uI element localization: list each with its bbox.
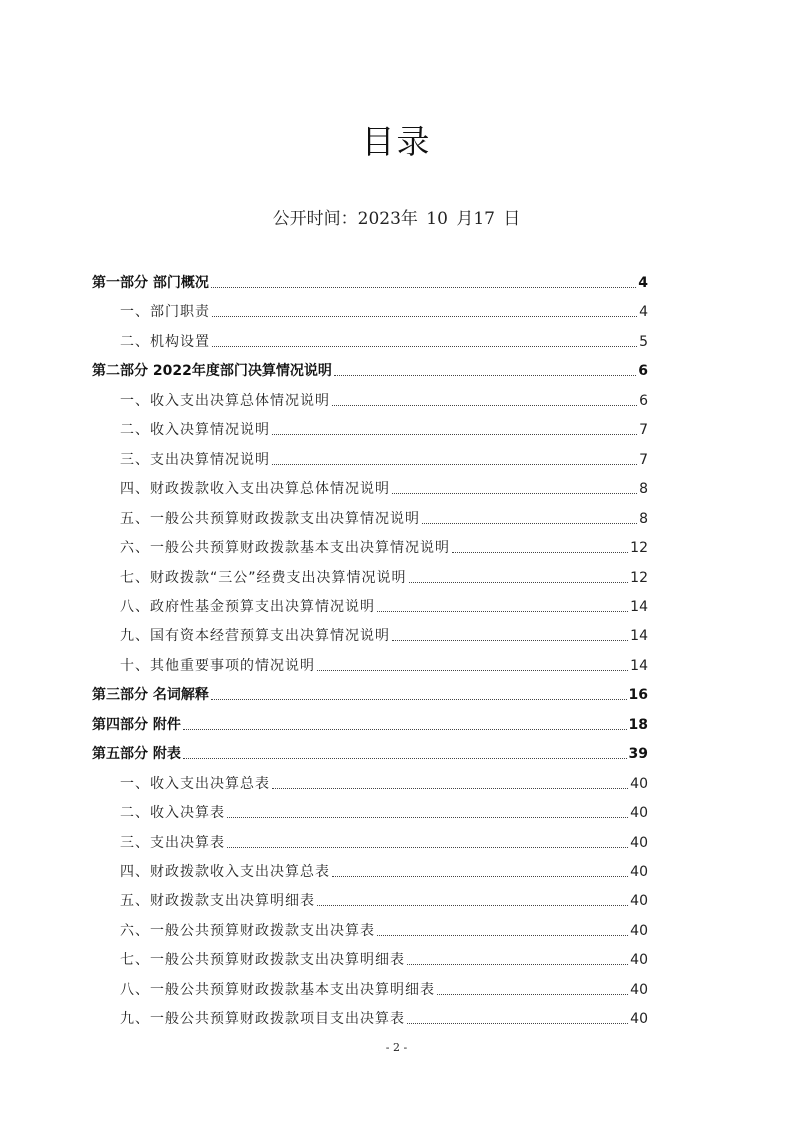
toc-entry-label: 第一部分 部门概况: [92, 275, 209, 291]
toc-entry[interactable]: [92, 559, 648, 588]
toc-entry-label: 第五部分 附表: [92, 746, 181, 763]
toc-dot-leader: [332, 405, 637, 406]
toc-entry[interactable]: [92, 676, 648, 705]
toc-entry-page: 6: [639, 392, 648, 409]
toc-entry-page: 40: [630, 893, 648, 910]
toc-entry[interactable]: [92, 441, 648, 470]
toc-entry-page: 40: [630, 864, 648, 880]
toc-entry-page: 40: [630, 952, 648, 969]
toc-entry-label: 七、财政拨款“三公”经费支出决算情况说明: [120, 569, 407, 586]
toc-entry-page: 5: [639, 333, 648, 350]
toc-dot-leader: [317, 670, 628, 671]
toc-entry[interactable]: [92, 617, 648, 646]
toc-entry-page: 39: [628, 746, 648, 763]
toc-entry-label: 一、部门职责: [120, 304, 210, 321]
toc-entry-page: 6: [638, 363, 648, 380]
toc-entry-label: 一、收入支出决算总体情况说明: [120, 392, 330, 409]
toc-entry-page: 40: [630, 805, 648, 822]
toc-dot-leader: [212, 316, 637, 317]
toc-dot-leader: [452, 552, 628, 553]
toc-entry[interactable]: [92, 794, 648, 823]
toc-entry-label: 四、财政拨款收入支出决算总表: [120, 864, 330, 880]
toc-entry-page: 40: [630, 981, 648, 998]
toc-entry-label: 五、财政拨款支出决算明细表: [120, 893, 315, 910]
toc-entry[interactable]: [92, 264, 648, 293]
toc-entry-page: 40: [630, 775, 648, 792]
toc-dot-leader: [272, 434, 637, 435]
toc-entry-page: 4: [639, 304, 648, 321]
toc-entry-label: 三、支出决算表: [120, 834, 225, 851]
toc-dot-leader: [183, 729, 627, 730]
toc-entry-label: 第二部分 2022年度部门决算情况说明: [92, 363, 332, 380]
toc-entry-label: 二、收入决算情况说明: [120, 422, 270, 439]
toc-entry-page: 14: [630, 598, 648, 615]
toc-dot-leader: [212, 346, 637, 347]
toc-dot-leader: [437, 994, 628, 995]
toc-dot-leader: [334, 375, 636, 376]
toc-entry-label: 八、一般公共预算财政拨款基本支出决算明细表: [120, 981, 435, 998]
toc-entry[interactable]: [92, 411, 648, 440]
toc-entry[interactable]: [92, 588, 648, 617]
table-of-contents: [92, 264, 648, 1034]
toc-dot-leader: [272, 464, 637, 465]
toc-entry-page: 14: [630, 657, 648, 674]
toc-entry[interactable]: [92, 882, 648, 911]
toc-entry-page: 7: [639, 451, 648, 468]
toc-entry-label: 七、一般公共预算财政拨款支出决算明细表: [120, 952, 405, 969]
toc-entry-page: 18: [628, 716, 648, 733]
publish-date: 公开时间：2023年 10 月17 日: [272, 209, 521, 229]
toc-entry-page: 7: [639, 422, 648, 439]
toc-entry-label: 九、一般公共预算财政拨款项目支出决算表: [120, 1011, 405, 1028]
toc-entry-page: 40: [630, 834, 648, 851]
toc-dot-leader: [392, 640, 628, 641]
toc-entry-label: 一、收入支出决算总表: [120, 775, 270, 792]
toc-entry-label: 五、一般公共预算财政拨款支出决算情况说明: [120, 510, 420, 527]
toc-entry-page: 4: [638, 275, 648, 291]
toc-entry[interactable]: [92, 706, 648, 735]
toc-entry[interactable]: [92, 735, 648, 764]
toc-dot-leader: [227, 847, 628, 848]
toc-entry-label: 十、其他重要事项的情况说明: [120, 657, 315, 674]
toc-entry[interactable]: [92, 765, 648, 794]
toc-entry-label: 二、收入决算表: [120, 805, 225, 822]
toc-dot-leader: [227, 817, 628, 818]
toc-entry-label: 九、国有资本经营预算支出决算情况说明: [120, 628, 390, 645]
toc-entry[interactable]: [92, 1000, 648, 1029]
toc-entry-label: 六、一般公共预算财政拨款基本支出决算情况说明: [120, 540, 450, 557]
toc-dot-leader: [211, 287, 636, 288]
toc-dot-leader: [332, 876, 628, 877]
toc-entry-label: 第四部分 附件: [92, 716, 181, 733]
toc-entry[interactable]: [92, 470, 648, 499]
toc-entry-label: 四、财政拨款收入支出决算总体情况说明: [120, 481, 390, 498]
toc-entry-page: 12: [630, 569, 648, 586]
toc-dot-leader: [272, 788, 628, 789]
page-number: - 2 -: [385, 1041, 408, 1054]
toc-entry[interactable]: [92, 853, 648, 882]
toc-entry[interactable]: [92, 971, 648, 1000]
toc-entry[interactable]: [92, 382, 648, 411]
toc-dot-leader: [317, 905, 628, 906]
toc-dot-leader: [377, 935, 628, 936]
toc-entry-page: 8: [639, 510, 648, 527]
toc-entry[interactable]: [92, 293, 648, 322]
toc-entry-label: 二、机构设置: [120, 333, 210, 350]
toc-dot-leader: [407, 964, 628, 965]
document-title: 目录: [361, 122, 432, 161]
toc-dot-leader: [183, 758, 627, 759]
toc-entry[interactable]: [92, 824, 648, 853]
toc-entry[interactable]: [92, 352, 648, 381]
toc-entry-page: 8: [639, 481, 648, 498]
toc-entry-label: 八、政府性基金预算支出决算情况说明: [120, 598, 375, 615]
toc-dot-leader: [377, 611, 628, 612]
toc-entry-page: 16: [628, 687, 648, 704]
toc-dot-leader: [211, 699, 627, 700]
toc-entry-label: 三、支出决算情况说明: [120, 451, 270, 468]
toc-entry-page: 14: [630, 628, 648, 645]
toc-entry-label: 六、一般公共预算财政拨款支出决算表: [120, 922, 375, 939]
toc-dot-leader: [407, 1023, 628, 1024]
toc-entry-page: 12: [630, 540, 648, 557]
toc-entry[interactable]: [92, 647, 648, 676]
toc-entry[interactable]: [92, 912, 648, 941]
toc-entry[interactable]: [92, 941, 648, 970]
toc-entry-page: 40: [630, 922, 648, 939]
toc-entry[interactable]: [92, 529, 648, 558]
toc-entry[interactable]: [92, 500, 648, 529]
toc-entry-label: 第三部分 名词解释: [92, 687, 209, 704]
toc-dot-leader: [392, 493, 637, 494]
toc-entry[interactable]: [92, 323, 648, 352]
toc-dot-leader: [409, 582, 629, 583]
toc-entry-page: 40: [630, 1011, 648, 1028]
toc-dot-leader: [422, 523, 637, 524]
